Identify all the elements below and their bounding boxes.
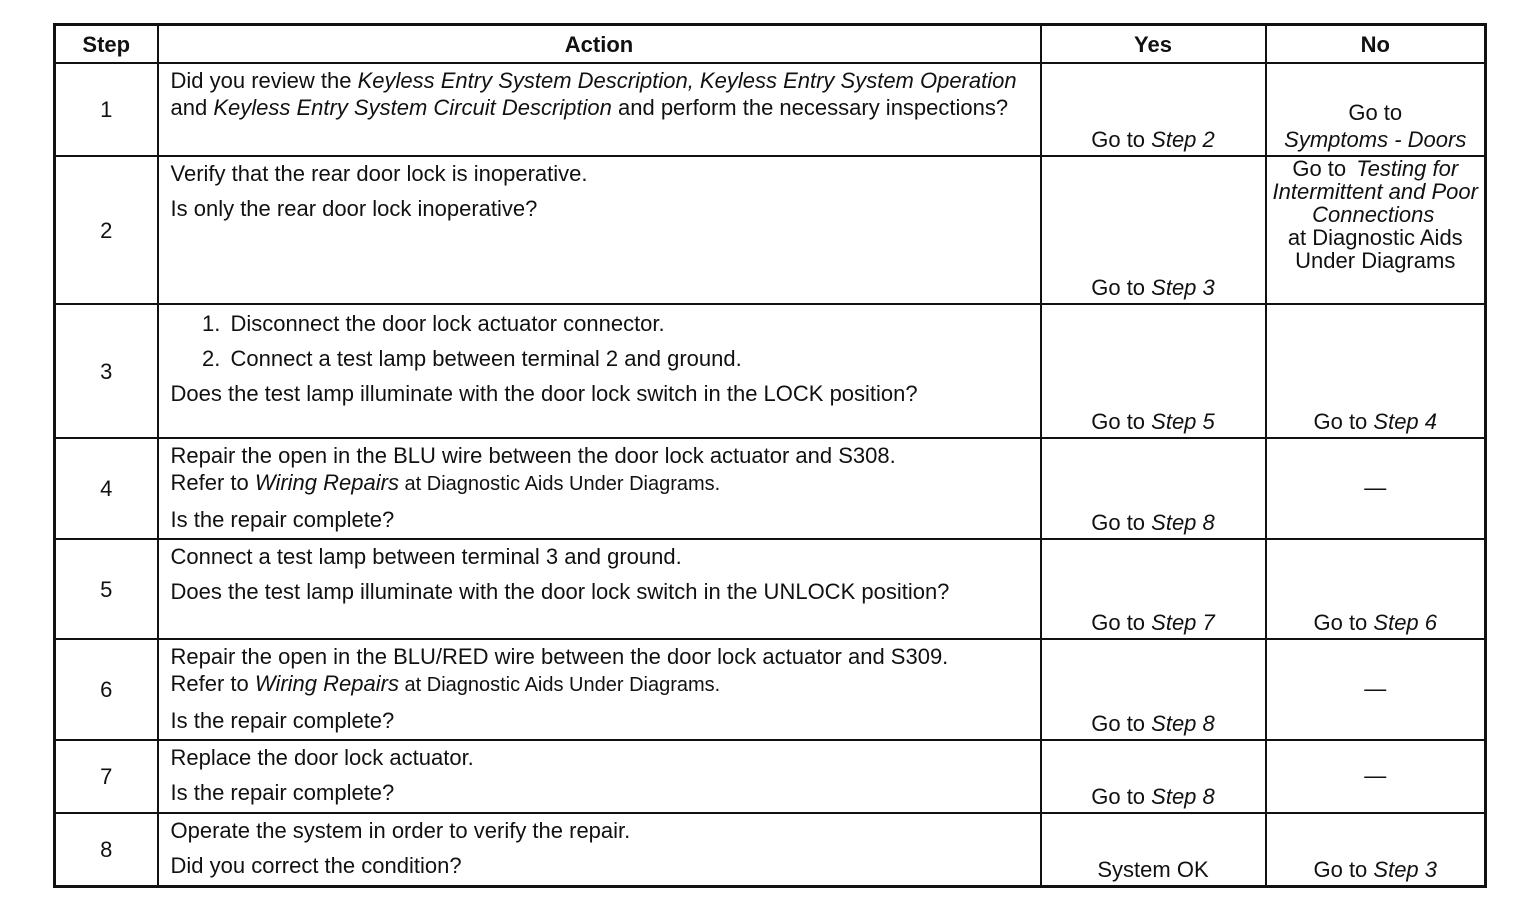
action-cell [158,63,1041,156]
yes-cell [1041,639,1266,740]
action-question: Does the test lamp illuminate with the door lock switch in the LOCK position? [170,381,918,406]
action-text-part: Repair the open in the BLU/RED wire between the door lock actuator and S309. Refer to [170,644,949,696]
action-text: Operate the system in order to verify the repair. [170,818,631,843]
yes-step-link[interactable]: Step 8 [1151,784,1215,809]
no-prefix: Go to [1313,409,1374,434]
action-reference: Wiring Repairs [254,470,399,495]
action-cell [158,438,1041,539]
table-row [55,304,1486,438]
action-list [171,310,1030,372]
step-number: 4 [55,438,158,539]
action-text-part: at Diagnostic Aids Under Diagrams. [398,473,721,495]
action-text-part: Did you review the [170,68,358,93]
action-text-part: at Diagnostic Aids Under Diagrams. [398,674,721,696]
no-step-link[interactable]: Step 6 [1373,610,1438,635]
no-cell [1266,304,1486,438]
no-cell [1266,539,1486,639]
yes-step-link[interactable]: Step 5 [1151,409,1215,434]
header-yes: Yes [1041,25,1266,64]
header-no: No [1266,25,1486,64]
action-text: Connect a test lamp between terminal 3 and ground. [170,544,682,569]
action-reference: Keyless Entry System Description, Keyless Entry System Operation [357,68,1017,93]
no-dash: — [1364,475,1387,500]
header-row [55,25,1486,64]
no-prefix: Go to [1292,156,1353,181]
action-question: Is the repair complete? [170,507,395,532]
yes-prefix: Go to [1091,711,1152,736]
step-number: 2 [55,156,158,304]
action-cell [158,539,1041,639]
table-row [55,539,1486,639]
step-number: 7 [55,740,158,813]
table-row [55,156,1486,304]
no-step-link[interactable]: Step 3 [1373,856,1438,882]
table-row [55,639,1486,740]
yes-step-link[interactable]: Step 3 [1151,275,1215,300]
no-cell [1266,156,1486,304]
action-cell [158,304,1041,438]
yes-prefix: Go to [1091,275,1152,300]
action-text: Replace the door lock actuator. [170,745,474,770]
yes-step-link[interactable]: Step 8 [1151,510,1215,535]
step-number: 6 [55,639,158,740]
no-prefix: Go to [1313,856,1374,882]
action-text-part: and [170,95,214,120]
yes-cell [1041,304,1266,438]
yes-prefix: Go to [1091,409,1152,434]
action-text-part: and perform the necessary inspections? [611,95,1009,120]
header-action: Action [158,25,1041,64]
no-step-link[interactable]: Testing for Intermittent and Poor Connections [1272,156,1478,227]
action-question: Is the repair complete? [170,708,395,733]
table-row [55,740,1486,813]
action-question: Is only the rear door lock inoperative? [170,196,538,221]
yes-cell [1041,63,1266,156]
action-list-item: 2. Connect a test lamp between terminal 2 and ground. [227,345,1030,372]
no-cell [1266,813,1486,886]
yes-step-link[interactable]: Step 8 [1151,711,1215,736]
action-question: Did you correct the condition? [170,853,462,878]
yes-prefix: Go to [1091,510,1152,535]
no-cell [1266,740,1486,813]
step-number: 8 [55,813,158,886]
no-cell [1266,63,1486,156]
yes-result: System OK [1097,856,1209,882]
no-prefix: Go to [1348,100,1403,125]
table-row [55,63,1486,156]
action-cell [158,639,1041,740]
diagnostic-table [53,23,1487,888]
no-dash: — [1364,676,1387,701]
yes-cell [1041,156,1266,304]
yes-cell [1041,539,1266,639]
action-reference: Wiring Repairs [254,671,399,696]
no-dash: — [1364,763,1387,788]
table-row [55,813,1486,886]
yes-prefix: Go to [1091,784,1152,809]
yes-prefix: Go to [1091,127,1152,152]
yes-step-link[interactable]: Step 2 [1151,127,1215,152]
action-question: Is the repair complete? [170,780,395,805]
action-list-item: 1. Disconnect the door lock actuator connector. [227,310,1030,337]
step-number: 3 [55,304,158,438]
no-cell [1266,438,1486,539]
action-text: Repair the open in the BLU wire between the door lock actuator and S308. [170,443,896,468]
step-number: 5 [55,539,158,639]
action-cell [158,156,1041,304]
action-reference: Keyless Entry System Circuit Description [213,95,612,120]
no-prefix: Go to [1313,610,1374,635]
no-cell [1266,639,1486,740]
no-step-link[interactable]: Step 4 [1373,409,1438,434]
action-text [171,469,1030,498]
yes-cell [1041,438,1266,539]
header-step: Step [55,25,158,64]
yes-prefix: Go to [1091,610,1152,635]
yes-step-link[interactable]: Step 7 [1151,610,1215,635]
table-row [55,438,1486,539]
step-number: 1 [55,63,158,156]
action-text-part: Refer to [170,470,255,495]
yes-cell [1041,740,1266,813]
no-step-link[interactable]: Symptoms - Doors [1284,127,1467,152]
action-cell [158,813,1041,886]
action-text: Verify that the rear door lock is inoperative. [170,161,588,186]
action-cell [158,740,1041,813]
no-suffix: at Diagnostic Aids Under Diagrams [1287,225,1463,273]
action-text [171,67,1030,121]
action-question: Does the test lamp illuminate with the door lock switch in the UNLOCK position? [170,579,950,604]
action-text [171,643,1030,699]
yes-cell [1041,813,1266,886]
